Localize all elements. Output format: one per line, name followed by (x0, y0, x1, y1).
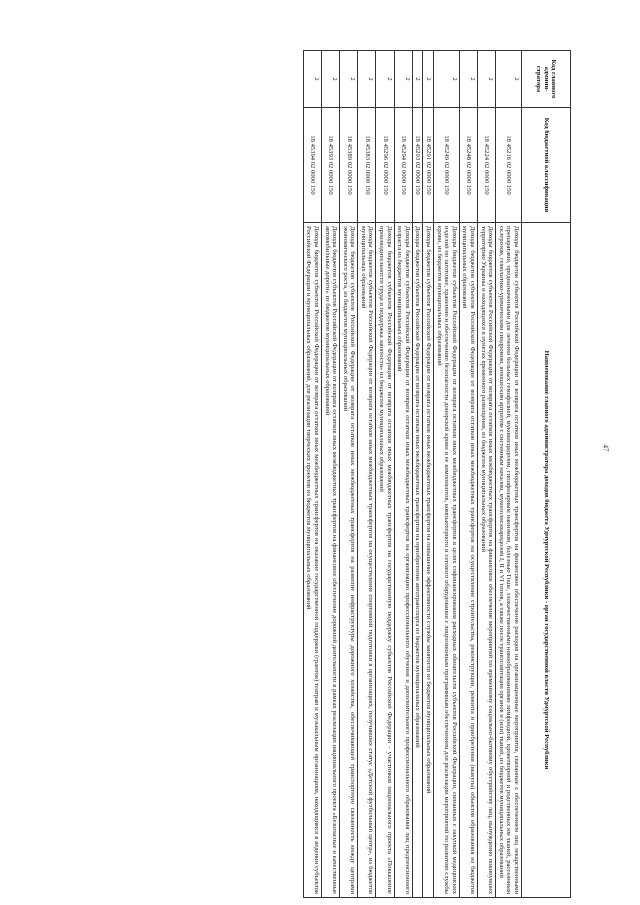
revenue-name-cell: Доходы бюджетов субъектов Российской Федерации от возврата остатков иных межбюджетных трансфертов на развитие инфраструктуры дорожного хозяйства, обеспечивающей транспортную связанность между центрами экономического роста, из бюджетов муниципальных образований (340, 223, 358, 898)
revenue-name-cell: Доходы бюджетов субъектов Российской Федерации от возврата остатков иных межбюджетных трансфертов в целях софинансирования расходных обязательств субъектов Российской Федерации, связанных с закупкой медицинских изделий по заготовке, хранению и обеспечению безопасности донорской крови и ее компонентов, компьютерного и сетевого оборудования с лицензионным программным обеспечением для реализации мероприятий по развитию службы крови, из бюджетов муниципальных образований (434, 223, 460, 898)
budget-code-cell: 18 45394 02 0000 150 (303, 108, 321, 223)
revenue-name-cell: Доходы бюджетов субъектов Российской Федерации от возврата остатков иных межбюджетных трансфертов на финансовое обеспечение мероприятий по временному социально-бытовому обустройству лиц, вынужденно покинувших территорию Украины и находящихся в пунктах временного размещения, из бюджетов муниципальных образований (478, 223, 496, 898)
revenue-name-cell: Доходы бюджетов субъектов Российской Федерации от возврата остатков иных межбюджетных трансфертов на повышение эффективности службы занятости из бюджетов муниципальных образований (423, 223, 434, 898)
table-row (303, 51, 321, 898)
revenue-name-cell: Доходы бюджетов субъектов Российской Федерации от возврата остатков иных межбюджетных трансфертов на приобретение автотранспорта из бюджетов муниципальных образований (412, 223, 423, 898)
budget-code-cell: 18 45216 02 0000 150 (496, 108, 522, 223)
admin-code-cell: 2 (394, 51, 412, 108)
table-row (321, 51, 339, 898)
budget-code-cell: 18 45393 02 0000 150 (321, 108, 339, 223)
rotated-page-content (69, 50, 571, 898)
admin-code-cell: 2 (321, 51, 339, 108)
admin-code-cell: 2 (303, 51, 321, 108)
admin-code-cell: 2 (478, 51, 496, 108)
admin-code-cell: 2 (434, 51, 460, 108)
revenue-name-cell: Доходы бюджетов субъектов Российской Федерации от возврата остатков иных межбюджетных трансфертов на оказание государственной поддержки (грантов) театрам и музыкальным организациям, находящимся в ведении субъектов Российской Федерации и муниципальных образований, для реализации творческих проектов из бюджетов муниципальных образований (303, 223, 321, 898)
table-row (423, 51, 434, 898)
table-body (303, 51, 521, 898)
budget-code-cell: 18 45293 02 0000 150 (412, 108, 423, 223)
budget-code-cell: 18 45296 02 0000 150 (376, 108, 394, 223)
budget-code-cell: 18 45291 02 0000 150 (423, 108, 434, 223)
table-row (459, 51, 477, 898)
admin-code-cell: 2 (412, 51, 423, 108)
revenue-name-cell: Доходы бюджетов субъектов Российской Федерации от возврата остатков иных межбюджетных трансфертов на осуществление спортивной подготовки в организациях, получивших статус «Детский футбольный центр», из бюджетов муниципальных образований (358, 223, 376, 898)
admin-code-cell: 2 (496, 51, 522, 108)
budget-code-cell: 18 45248 02 0000 150 (459, 108, 477, 223)
revenue-codes-table (303, 50, 571, 898)
header-admin-code: Код главного админи- стратора (522, 51, 571, 108)
budget-code-cell: 18 45389 02 0000 150 (340, 108, 358, 223)
revenue-name-cell: Доходы бюджетов субъектов Российской Федерации от возврата остатков иных межбюджетных трансфертов на государственную поддержку субъектов Российской Федерации - участников национального проекта «Повышение производительности труда и поддержка занятости» из бюджетов муниципальных образований (376, 223, 394, 898)
table-row (394, 51, 412, 898)
header-budget-code: Код бюджетной классификации (522, 108, 571, 223)
page-number: 47 (601, 444, 610, 452)
budget-code-cell: 18 45249 02 0000 150 (434, 108, 460, 223)
budget-code-cell: 18 45224 02 0000 150 (478, 108, 496, 223)
admin-code-cell: 2 (358, 51, 376, 108)
table-row (434, 51, 460, 898)
revenue-name-cell: Доходы бюджетов субъектов Российской Федерации от возврата остатков иных межбюджетных трансфертов на организацию профессионального обучения и дополнительного профессионального образования лиц предпенсионного возраста из бюджетов муниципальных образований (394, 223, 412, 898)
revenue-name-cell: Доходы бюджетов субъектов Российской Федерации от возврата остатков иных межбюджетных трансфертов на финансовое обеспечение расходов на организационные мероприятия, связанные с обеспечением лиц лекарственными препаратами, предназначенными для лечения больных гемофилией, муковисцидозом, гипофизарным нанизмом, болезнью Гоше, злокачественными новообразованиями лимфоидной, кроветворной и родственных им тканей, рассеянным склерозом, гемолитико-уремическим синдромом, юношеским артритом с системным началом, мукополисахаридозом I, II и VI типов, а также после трансплантации органов и (или) тканей, из бюджетов муниципальных образований (496, 223, 522, 898)
table-row (358, 51, 376, 898)
revenue-name-cell: Доходы бюджетов субъектов Российской Федерации от возврата остатков иных межбюджетных трансфертов на осуществление строительства, реконструкции, ремонта и приобретения (выкупа) объектов образования из бюджетов муниципальных образований (459, 223, 477, 898)
budget-code-cell: 18 45294 02 0000 150 (394, 108, 412, 223)
table-row (376, 51, 394, 898)
table-row (478, 51, 496, 898)
table-row (496, 51, 522, 898)
admin-code-cell: 2 (376, 51, 394, 108)
table-row (340, 51, 358, 898)
header-administrator-name: Наименование главного администратора доходов бюджета Удмуртской Республики - орган государственной власти Удмуртской Республики (522, 223, 571, 898)
admin-code-cell: 2 (459, 51, 477, 108)
table-header-row (522, 51, 571, 898)
revenue-name-cell: Доходы бюджетов субъектов Российской Федерации от возврата остатков иных межбюджетных трансфертов на финансовое обеспечение дорожной деятельности в рамках реализации национального проекта «Безопасные и качественные автомобильные дороги» из бюджетов муниципальных образований (321, 223, 339, 898)
table-row (412, 51, 423, 898)
admin-code-cell: 2 (340, 51, 358, 108)
budget-code-cell: 18 45383 02 0000 150 (358, 108, 376, 223)
admin-code-cell: 2 (423, 51, 434, 108)
